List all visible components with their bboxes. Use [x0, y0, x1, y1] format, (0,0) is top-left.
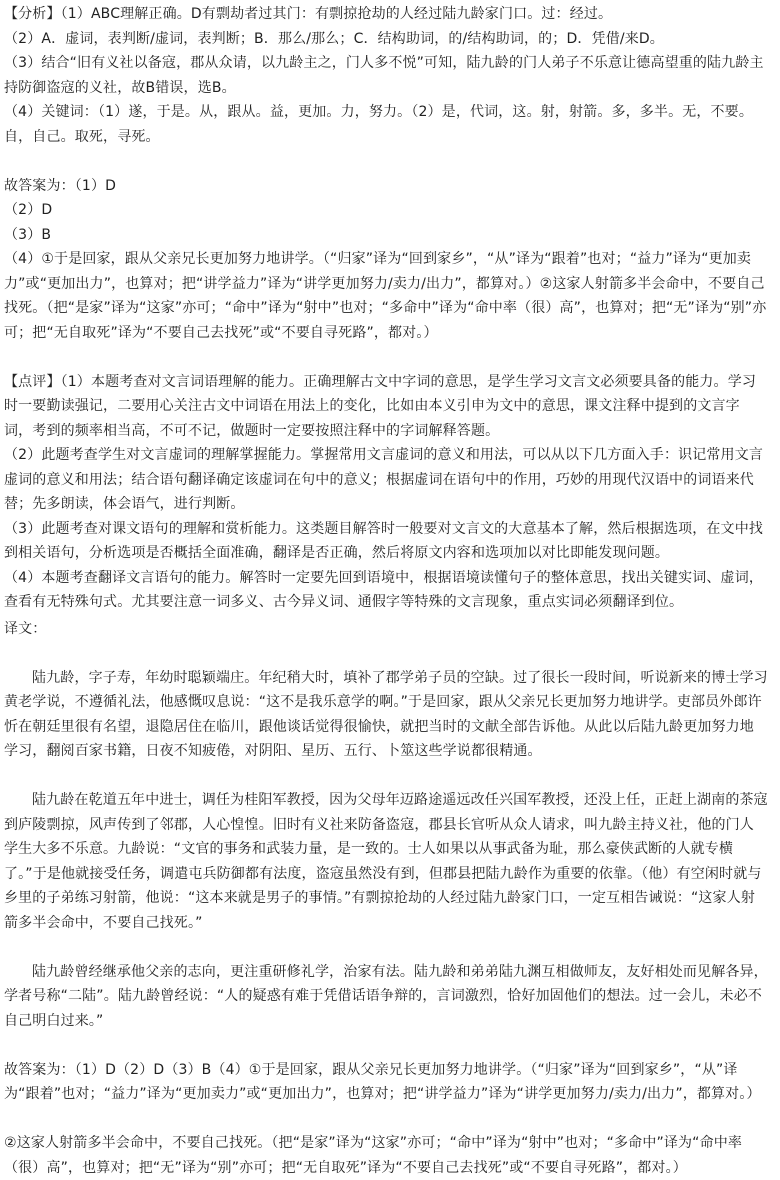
- comment-line: （4）本题考查翻译文言语句的能力。解答时一定要先回到语境中，根据语境读懂句子的整体意思，找出关键实词、虚词，查看有无特殊句式。尤其要注意一词多义、古今异义词、通假字等特殊的文言现象，重点实词必须翻译到位。: [4, 566, 768, 615]
- spacer: [4, 1033, 768, 1058]
- spacer: [4, 149, 768, 174]
- spacer: [4, 1107, 768, 1132]
- spacer: [4, 764, 768, 789]
- analysis-line: （3）结合“旧有义社以备寇，郡从众请，以九龄主之，门人多不悦”可知，陆九龄的门人弟子不乐意让德高望重的陆九龄主持防御盗寇的义社，故B错误，选B。: [4, 51, 768, 100]
- analysis-line: 【分析】（1）ABC理解正确。D有剽劫者过其门：有剽掠抢劫的人经过陆九龄家门口。过：经过。: [4, 2, 768, 27]
- answer-line: （4）①于是回家，跟从父亲兄长更加努力地讲学。（“归家”译为“回到家乡”，“从”译为“跟着”也对；“益力”译为“更加卖力”或“更加出力”，也算对；把“讲学益力”译为“讲学更加努力/卖力/出力”，都算对。）②这家人射箭多半会命中，不要自己找死。（把“是家”译为“这家”亦可；“命中”译为“射中”也对；“多命中”译为“命中率（很）高”，也算对；把“无”译为“别”亦可；把“无自取死”译为“不要自己去找死”或“不要自寻死路”，都对。）: [4, 247, 768, 345]
- comment-line: 【点评】（1）本题考查对文言词语理解的能力。正确理解古文中字词的意思，是学生学习文言文必须要具备的能力。学习时一要勤读强记，二要用心关注古文中词语在用法上的变化，比如由本义引申为文中的意思，课文注释中提到的文言字词，考到的频率相当高，不可不记，做题时一定要按照注释中的字词解释答题。: [4, 370, 768, 444]
- answer-line: 故答案为：（1）D: [4, 174, 768, 199]
- translation-section: [4, 617, 768, 1034]
- answer-section: [4, 174, 768, 346]
- spacer: [4, 345, 768, 370]
- translation-heading: 译文：: [4, 617, 768, 642]
- final-answer-section: [4, 1058, 768, 1180]
- spacer: [4, 641, 768, 666]
- answer-line: （3）B: [4, 223, 768, 248]
- analysis-line: （4）关键词：（1）遂，于是。从，跟从。益，更加。力，努力。（2）是，代词，这。射，射箭。多，多半。无，不要。自，自己。取死，寻死。: [4, 100, 768, 149]
- spacer: [4, 935, 768, 960]
- comment-line: （2）此题考查学生对文言虚词的理解掌握能力。掌握常用文言虚词的意义和用法，可以从以下几方面入手：识记常用文言虚词的意义和用法；结合语句翻译确定该虚词在句中的意义；根据虚词在语句中的作用，巧妙的用现代汉语中的词语来代替；先多朗读，体会语气，进行判断。: [4, 443, 768, 517]
- answer-line: （2）D: [4, 198, 768, 223]
- final-answer-line: 故答案为：（1）D（2）D（3）B（4）①于是回家，跟从父亲兄长更加努力地讲学。（“归家”译为“回到家乡”，“从”译为“跟着”也对；“益力”译为“更加卖力”或“更加出力”，也算对；把“讲学益力”译为“讲学更加努力/卖力/出力”，都算对。）: [4, 1058, 768, 1107]
- translation-paragraph: 陆九龄，字子寿，年幼时聪颖端庄。年纪稍大时，填补了郡学弟子员的空缺。过了很长一段时间，听说新来的博士学习黄老学说，不遵循礼法，他感慨叹息说：“这不是我乐意学的啊。”于是回家，跟从父亲兄长更加努力地讲学。吏部员外郎许忻在朝廷里很有名望，退隐居住在临川，跟他谈话觉得很愉快，就把当时的文献全部告诉他。从此以后陆九龄更加努力地学习，翻阅百家书籍，日夜不知疲倦，对阴阳、星历、五行、卜筮这些学说都很精通。: [4, 666, 768, 764]
- translation-paragraph: 陆九龄曾经继承他父亲的志向，更注重研修礼学，治家有法。陆九龄和弟弟陆九渊互相做师友，友好相处而见解各异，学者号称“二陆”。陆九龄曾经说：“人的疑惑有难于凭借话语争辩的，言词激烈，恰好加固他们的想法。过一会儿，未必不自己明白过来。”: [4, 960, 768, 1034]
- analysis-section: [4, 2, 768, 149]
- analysis-line: （2）A．虚词，表判断/虚词，表判断；B．那么/那么；C．结构助词，的/结构助词，的；D．凭借/来D。: [4, 27, 768, 52]
- comment-section: [4, 370, 768, 615]
- translation-paragraph: 陆九龄在乾道五年中进士，调任为桂阳军教授，因为父母年迈路途遥远改任兴国军教授，还没上任，正赶上湖南的茶寇到庐陵剽掠，风声传到了邻郡，人心惶惶。旧时有义社来防备盗寇，郡县长官听从众人请求，叫九龄主持义社，他的门人学生大多不乐意。九龄说：“文官的事务和武装力量，是一致的。士人如果以从事武备为耻，那么豪侠武断的人就专横了。”于是他就接受任务，调遣屯兵防御都有法度，盗寇虽然没有到，但郡县把陆九龄作为重要的依靠。（他）有空闲时就与乡里的子弟练习射箭，他说：“这本来就是男子的事情。”有剽掠抢劫的人经过陆九龄家门口，一定互相告诫说：“这家人射箭多半会命中，不要自己找死。”: [4, 788, 768, 935]
- comment-line: （3）此题考查对课文语句的理解和赏析能力。这类题目解答时一般要对文言文的大意基本了解，然后根据选项，在文中找到相关语句，分析选项是否概括全面准确，翻译是否正确，然后将原文内容和选项加以对比即能发现问题。: [4, 517, 768, 566]
- final-answer-line: ②这家人射箭多半会命中，不要自己找死。（把“是家”译为“这家”亦可；“命中”译为“射中”也对；“多命中”译为“命中率（很）高”，也算对；把“无”译为“别”亦可；把“无自取死”译为“不要自己去找死”或“不要自寻死路”，都对。）: [4, 1131, 768, 1180]
